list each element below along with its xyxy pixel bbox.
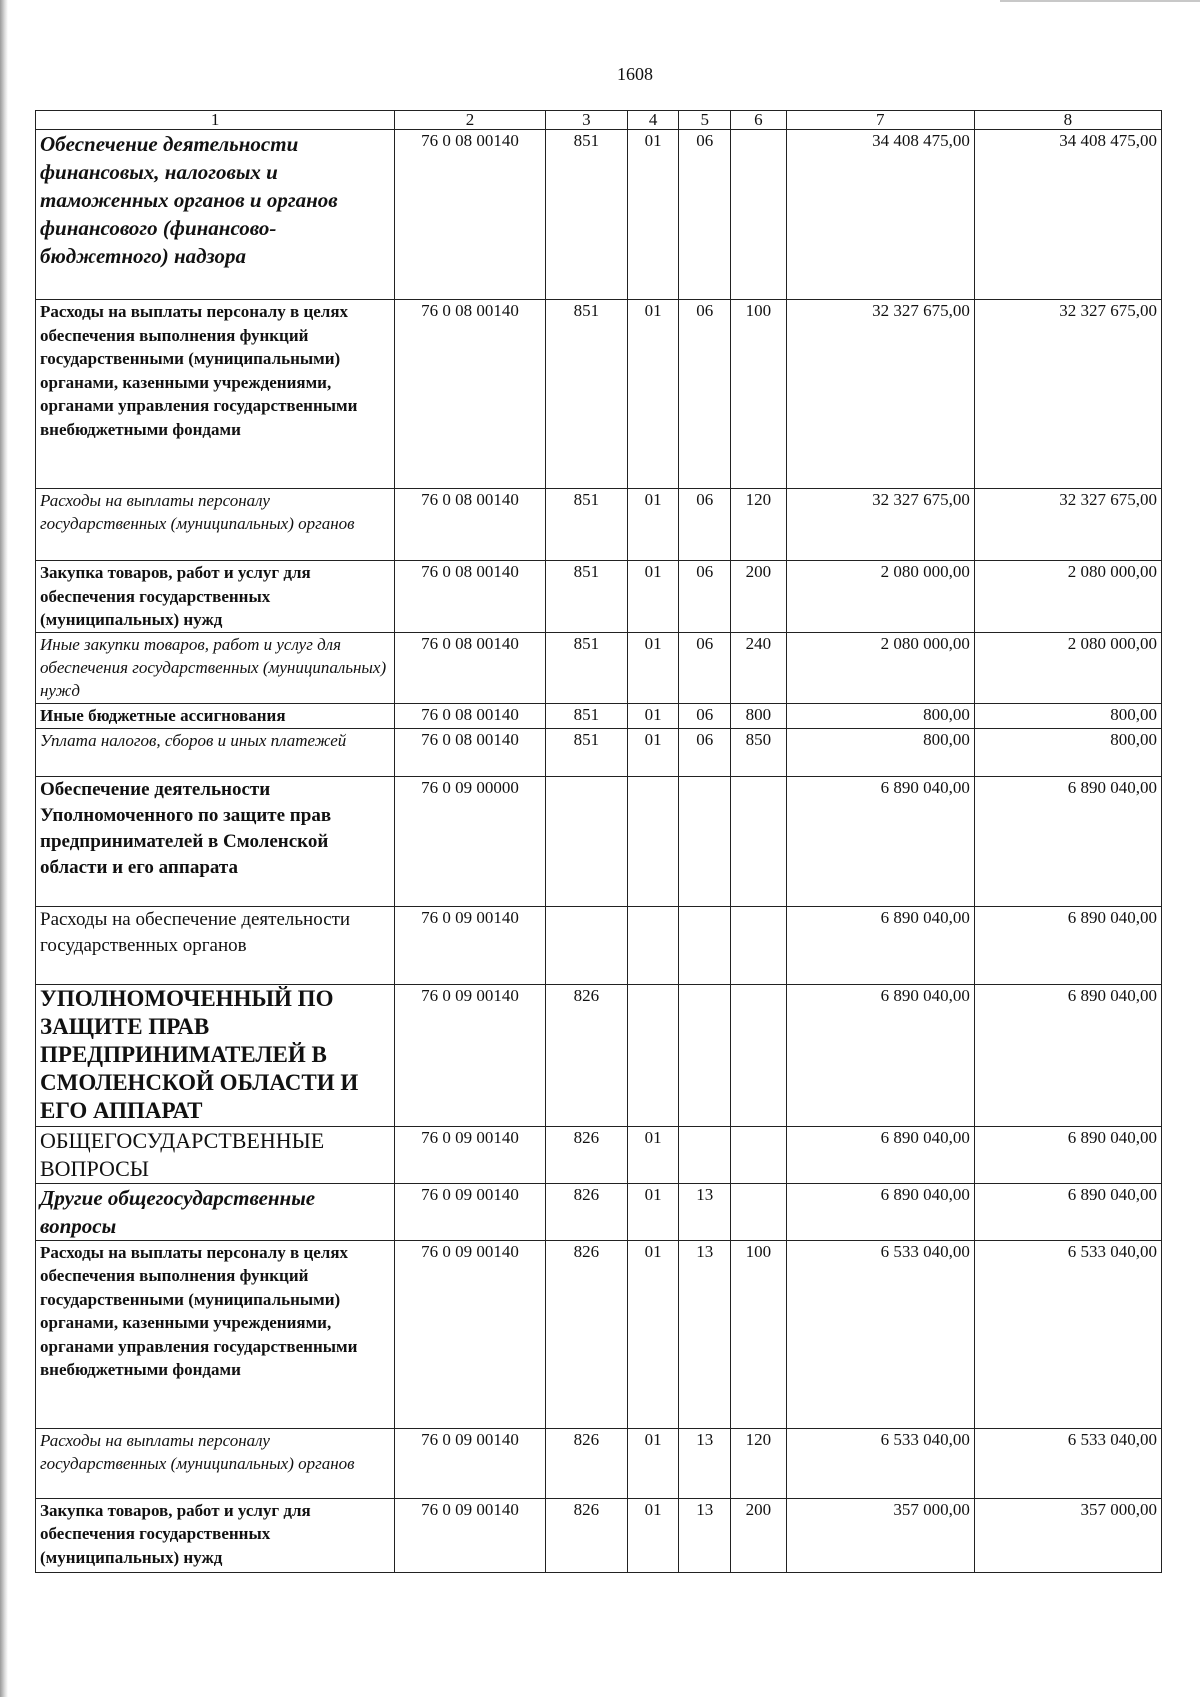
subsection-code: 06	[679, 489, 731, 561]
amount-year-2: 6 533 040,00	[974, 1240, 1161, 1428]
target-article-code: 76 0 08 00140	[395, 728, 546, 776]
amount-year-1: 6 533 040,00	[786, 1240, 974, 1428]
target-article-code: 76 0 08 00140	[395, 704, 546, 729]
scan-corner-mark	[1000, 0, 1200, 2]
column-number-row	[36, 111, 1162, 130]
amount-year-2: 2 080 000,00	[974, 633, 1161, 704]
amount-year-1: 357 000,00	[786, 1498, 974, 1572]
admin-code: 826	[545, 1428, 627, 1498]
table-row	[36, 561, 1162, 633]
column-header: 4	[627, 111, 679, 130]
scan-edge	[0, 0, 8, 1697]
target-article-code: 76 0 08 00140	[395, 300, 546, 489]
amount-year-2: 800,00	[974, 728, 1161, 776]
target-article-code: 76 0 09 00140	[395, 984, 546, 1126]
admin-code	[545, 776, 627, 906]
target-article-code: 76 0 08 00140	[395, 489, 546, 561]
row-name: Закупка товаров, работ и услуг для обеспечения государственных (муниципальных) нужд	[36, 1498, 395, 1572]
expense-type-code: 850	[731, 728, 787, 776]
target-article-code: 76 0 09 00140	[395, 1183, 546, 1240]
admin-code: 851	[545, 300, 627, 489]
admin-code: 851	[545, 704, 627, 729]
subsection-code: 06	[679, 561, 731, 633]
section-code: 01	[627, 561, 679, 633]
amount-year-1: 2 080 000,00	[786, 633, 974, 704]
section-code	[627, 984, 679, 1126]
table-row	[36, 776, 1162, 906]
table-row	[36, 1240, 1162, 1428]
table-row	[36, 633, 1162, 704]
subsection-code	[679, 1126, 731, 1183]
admin-code: 826	[545, 1498, 627, 1572]
amount-year-1: 800,00	[786, 728, 974, 776]
column-header: 6	[731, 111, 787, 130]
table-row	[36, 489, 1162, 561]
section-code: 01	[627, 1498, 679, 1572]
row-name: Обеспечение деятельности Уполномоченного по защите прав предпринимателей в Смоленской области и его аппарата	[36, 776, 395, 906]
row-name: Иные закупки товаров, работ и услуг для обеспечения государственных (муниципальных) нужд	[36, 633, 395, 704]
amount-year-1: 6 890 040,00	[786, 984, 974, 1126]
amount-year-2: 6 890 040,00	[974, 776, 1161, 906]
admin-code: 851	[545, 130, 627, 300]
subsection-code: 13	[679, 1240, 731, 1428]
subsection-code: 13	[679, 1183, 731, 1240]
amount-year-2: 6 890 040,00	[974, 906, 1161, 984]
column-header: 1	[36, 111, 395, 130]
section-code: 01	[627, 1183, 679, 1240]
section-code: 01	[627, 633, 679, 704]
target-article-code: 76 0 09 00140	[395, 1240, 546, 1428]
section-code: 01	[627, 1126, 679, 1183]
section-code	[627, 776, 679, 906]
section-code: 01	[627, 130, 679, 300]
expense-type-code: 100	[731, 300, 787, 489]
expense-type-code	[731, 984, 787, 1126]
table-row	[36, 130, 1162, 300]
admin-code: 826	[545, 984, 627, 1126]
expense-type-code: 100	[731, 1240, 787, 1428]
subsection-code	[679, 984, 731, 1126]
row-name: Расходы на выплаты персоналу в целях обеспечения выполнения функций государственными (муниципальными) органами, казенными учреждениями, органами управления государственными внебюджетными фондами	[36, 1240, 395, 1428]
amount-year-2: 2 080 000,00	[974, 561, 1161, 633]
expense-type-code: 240	[731, 633, 787, 704]
row-name: Другие общегосударственные вопросы	[36, 1183, 395, 1240]
expense-type-code: 800	[731, 704, 787, 729]
amount-year-1: 800,00	[786, 704, 974, 729]
admin-code: 851	[545, 561, 627, 633]
table-row	[36, 728, 1162, 776]
amount-year-1: 6 533 040,00	[786, 1428, 974, 1498]
target-article-code: 76 0 09 00140	[395, 906, 546, 984]
expense-type-code	[731, 776, 787, 906]
row-name: Уплата налогов, сборов и иных платежей	[36, 728, 395, 776]
row-name: Расходы на обеспечение деятельности государственных органов	[36, 906, 395, 984]
amount-year-2: 357 000,00	[974, 1498, 1161, 1572]
column-header: 2	[395, 111, 546, 130]
page-number: 1608	[617, 64, 653, 84]
expense-type-code: 120	[731, 489, 787, 561]
amount-year-2: 6 890 040,00	[974, 1183, 1161, 1240]
budget-table	[35, 110, 1162, 1573]
amount-year-1: 6 890 040,00	[786, 776, 974, 906]
section-code: 01	[627, 728, 679, 776]
expense-type-code	[731, 1183, 787, 1240]
column-header: 7	[786, 111, 974, 130]
table-row	[36, 1428, 1162, 1498]
section-code	[627, 906, 679, 984]
amount-year-1: 32 327 675,00	[786, 489, 974, 561]
admin-code: 826	[545, 1240, 627, 1428]
expense-type-code: 200	[731, 561, 787, 633]
target-article-code: 76 0 09 00140	[395, 1126, 546, 1183]
subsection-code: 06	[679, 300, 731, 489]
row-name: Обеспечение деятельности финансовых, налоговых и таможенных органов и органов финансового (финансово-бюджетного) надзора	[36, 130, 395, 300]
amount-year-2: 34 408 475,00	[974, 130, 1161, 300]
expense-type-code: 200	[731, 1498, 787, 1572]
admin-code: 851	[545, 633, 627, 704]
subsection-code: 06	[679, 704, 731, 729]
section-code: 01	[627, 1240, 679, 1428]
expense-type-code: 120	[731, 1428, 787, 1498]
expense-type-code	[731, 1126, 787, 1183]
row-name: УПОЛНОМОЧЕННЫЙ ПО ЗАЩИТЕ ПРАВ ПРЕДПРИНИМАТЕЛЕЙ В СМОЛЕНСКОЙ ОБЛАСТИ И ЕГО АППАРАТ	[36, 984, 395, 1126]
amount-year-2: 6 890 040,00	[974, 984, 1161, 1126]
amount-year-1: 6 890 040,00	[786, 1183, 974, 1240]
amount-year-2: 6 890 040,00	[974, 1126, 1161, 1183]
target-article-code: 76 0 09 00000	[395, 776, 546, 906]
table-row	[36, 984, 1162, 1126]
amount-year-1: 6 890 040,00	[786, 906, 974, 984]
admin-code: 851	[545, 728, 627, 776]
target-article-code: 76 0 08 00140	[395, 633, 546, 704]
subsection-code	[679, 776, 731, 906]
section-code: 01	[627, 300, 679, 489]
row-name: Закупка товаров, работ и услуг для обеспечения государственных (муниципальных) нужд	[36, 561, 395, 633]
admin-code: 851	[545, 489, 627, 561]
expense-type-code	[731, 130, 787, 300]
target-article-code: 76 0 09 00140	[395, 1428, 546, 1498]
target-article-code: 76 0 09 00140	[395, 1498, 546, 1572]
amount-year-2: 32 327 675,00	[974, 300, 1161, 489]
amount-year-1: 32 327 675,00	[786, 300, 974, 489]
table-row	[36, 300, 1162, 489]
subsection-code: 06	[679, 130, 731, 300]
admin-code	[545, 906, 627, 984]
subsection-code: 13	[679, 1498, 731, 1572]
row-name: Расходы на выплаты персоналу в целях обеспечения выполнения функций государственными (муниципальными) органами, казенными учреждениями, органами управления государственными внебюджетными фондами	[36, 300, 395, 489]
section-code: 01	[627, 704, 679, 729]
subsection-code: 06	[679, 633, 731, 704]
amount-year-2: 800,00	[974, 704, 1161, 729]
amount-year-1: 6 890 040,00	[786, 1126, 974, 1183]
table-row	[36, 1498, 1162, 1572]
column-header: 5	[679, 111, 731, 130]
column-header: 8	[974, 111, 1161, 130]
target-article-code: 76 0 08 00140	[395, 561, 546, 633]
subsection-code	[679, 906, 731, 984]
section-code: 01	[627, 1428, 679, 1498]
row-name: ОБЩЕГОСУДАРСТВЕННЫЕ ВОПРОСЫ	[36, 1126, 395, 1183]
row-name: Расходы на выплаты персоналу государственных (муниципальных) органов	[36, 1428, 395, 1498]
section-code: 01	[627, 489, 679, 561]
expense-type-code	[731, 906, 787, 984]
table-row	[36, 1126, 1162, 1183]
subsection-code: 06	[679, 728, 731, 776]
target-article-code: 76 0 08 00140	[395, 130, 546, 300]
row-name: Иные бюджетные ассигнования	[36, 704, 395, 729]
amount-year-2: 32 327 675,00	[974, 489, 1161, 561]
row-name: Расходы на выплаты персоналу государственных (муниципальных) органов	[36, 489, 395, 561]
amount-year-2: 6 533 040,00	[974, 1428, 1161, 1498]
amount-year-1: 2 080 000,00	[786, 561, 974, 633]
table-row	[36, 1183, 1162, 1240]
column-header: 3	[545, 111, 627, 130]
admin-code: 826	[545, 1126, 627, 1183]
amount-year-1: 34 408 475,00	[786, 130, 974, 300]
table-row	[36, 704, 1162, 729]
table-row	[36, 906, 1162, 984]
admin-code: 826	[545, 1183, 627, 1240]
subsection-code: 13	[679, 1428, 731, 1498]
